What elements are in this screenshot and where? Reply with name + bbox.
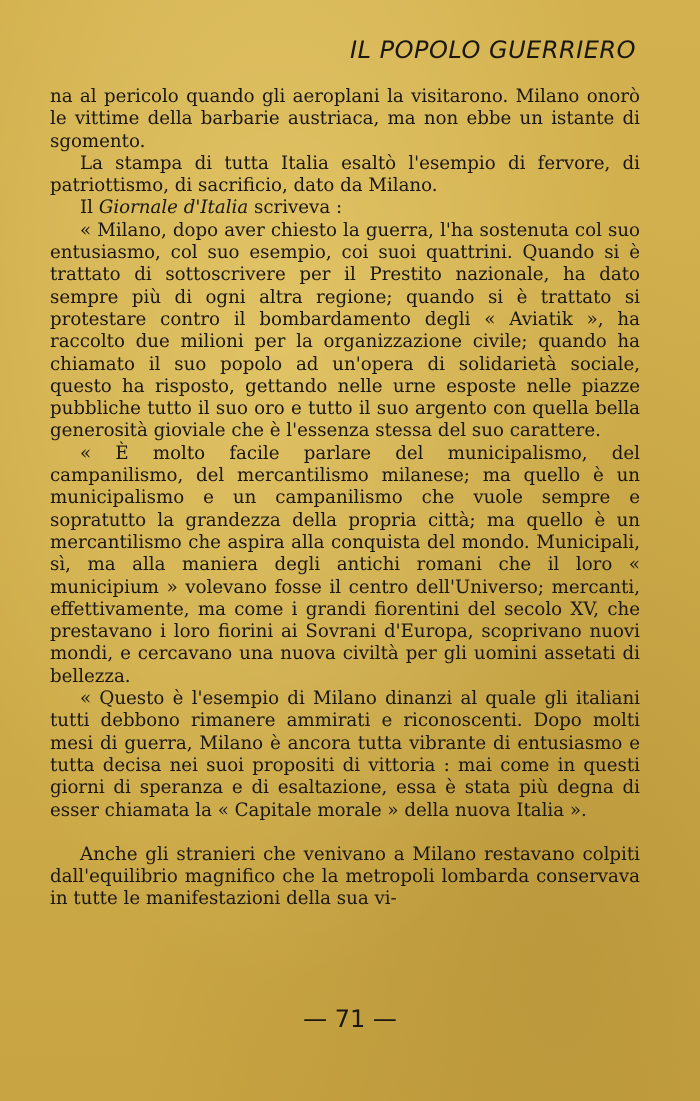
page-number: — 71 — — [303, 1005, 397, 1033]
paragraph-quote-2: « È molto facile parlare del municipalismo, del campanilismo, del mercantilismo milanese; ma quello è un municipalismo e un campanilismo che vuole sempre e sopratutto la grandezza della propria città; ma quello è un mercantilismo che aspira alla conquista del mondo. Municipali, sì, ma alla maniera degli antichi romani che il loro « municipium » volevano fosse il centro dell'Universo; mercanti, effettivamente, ma come i grandi fiorentini del secolo XV, che prestavano i loro fiorini ai Sovrani d'Europa, scoprivano nuovi mondi, e cercavano una nuova civiltà per gli uomini assetati di bellezza. — [50, 442, 640, 687]
newspaper-title: Giornale d'Italia — [98, 197, 249, 219]
paragraph-press: La stampa di tutta Italia esaltò l'esempio di fervore, di patriottismo, di sacrificio, dato da Milano. — [50, 152, 640, 197]
paragraph-foreigners: Anche gli stranieri che venivano a Milano restavano colpiti dall'equilibrio magnifico che la metropoli lombarda conservava in tutte le manifestazioni della sua vi- — [50, 843, 640, 910]
body-text — [50, 86, 640, 911]
paragraph-quote-3: « Questo è l'esempio di Milano dinanzi al quale gli italiani tutti debbono rimanere ammirati e riconoscenti. Dopo molti mesi di guerra, Milano è ancora tutta vibrante di entusiasmo e tutta decisa nei suoi propositi di vittoria : mai come in questi giorni di speranza e di esaltazione, essa è stata più degna di esser chiamata la « Capitale morale » della nuova Italia ». — [50, 688, 640, 821]
paragraph-giornale-intro — [50, 197, 640, 219]
paragraph-quote-1: « Milano, dopo aver chiesto la guerra, l'ha sostenuta col suo entusiasmo, col suo esempio, coi suoi quattrini. Quando si è trattato di sottoscrivere per il Prestito nazionale, ha dato sempre più di ogni altra regione; quando si è trattato si protestare contro il bombardamento degli « Aviatik », ha raccolto due milioni per la organizzazione civile; quando ha chiamato il suo popolo ad un'opera di solidarietà sociale, questo ha risposto, gettando nelle urne esposte nelle piazze pubbliche tutto il suo oro e tutto il suo argento con quella bella generosità gioviale che è l'essenza stessa del suo carattere. — [50, 219, 640, 442]
running-head: IL POPOLO GUERRIERO — [350, 36, 636, 64]
intro-prefix: Il — [80, 197, 94, 219]
intro-suffix: scriveva : — [253, 197, 343, 219]
paragraph-continuation: na al pericolo quando gli aeroplani la visitarono. Milano onorò le vittime della barbarie austriaca, ma non ebbe un istante di sgomento. — [50, 86, 640, 152]
